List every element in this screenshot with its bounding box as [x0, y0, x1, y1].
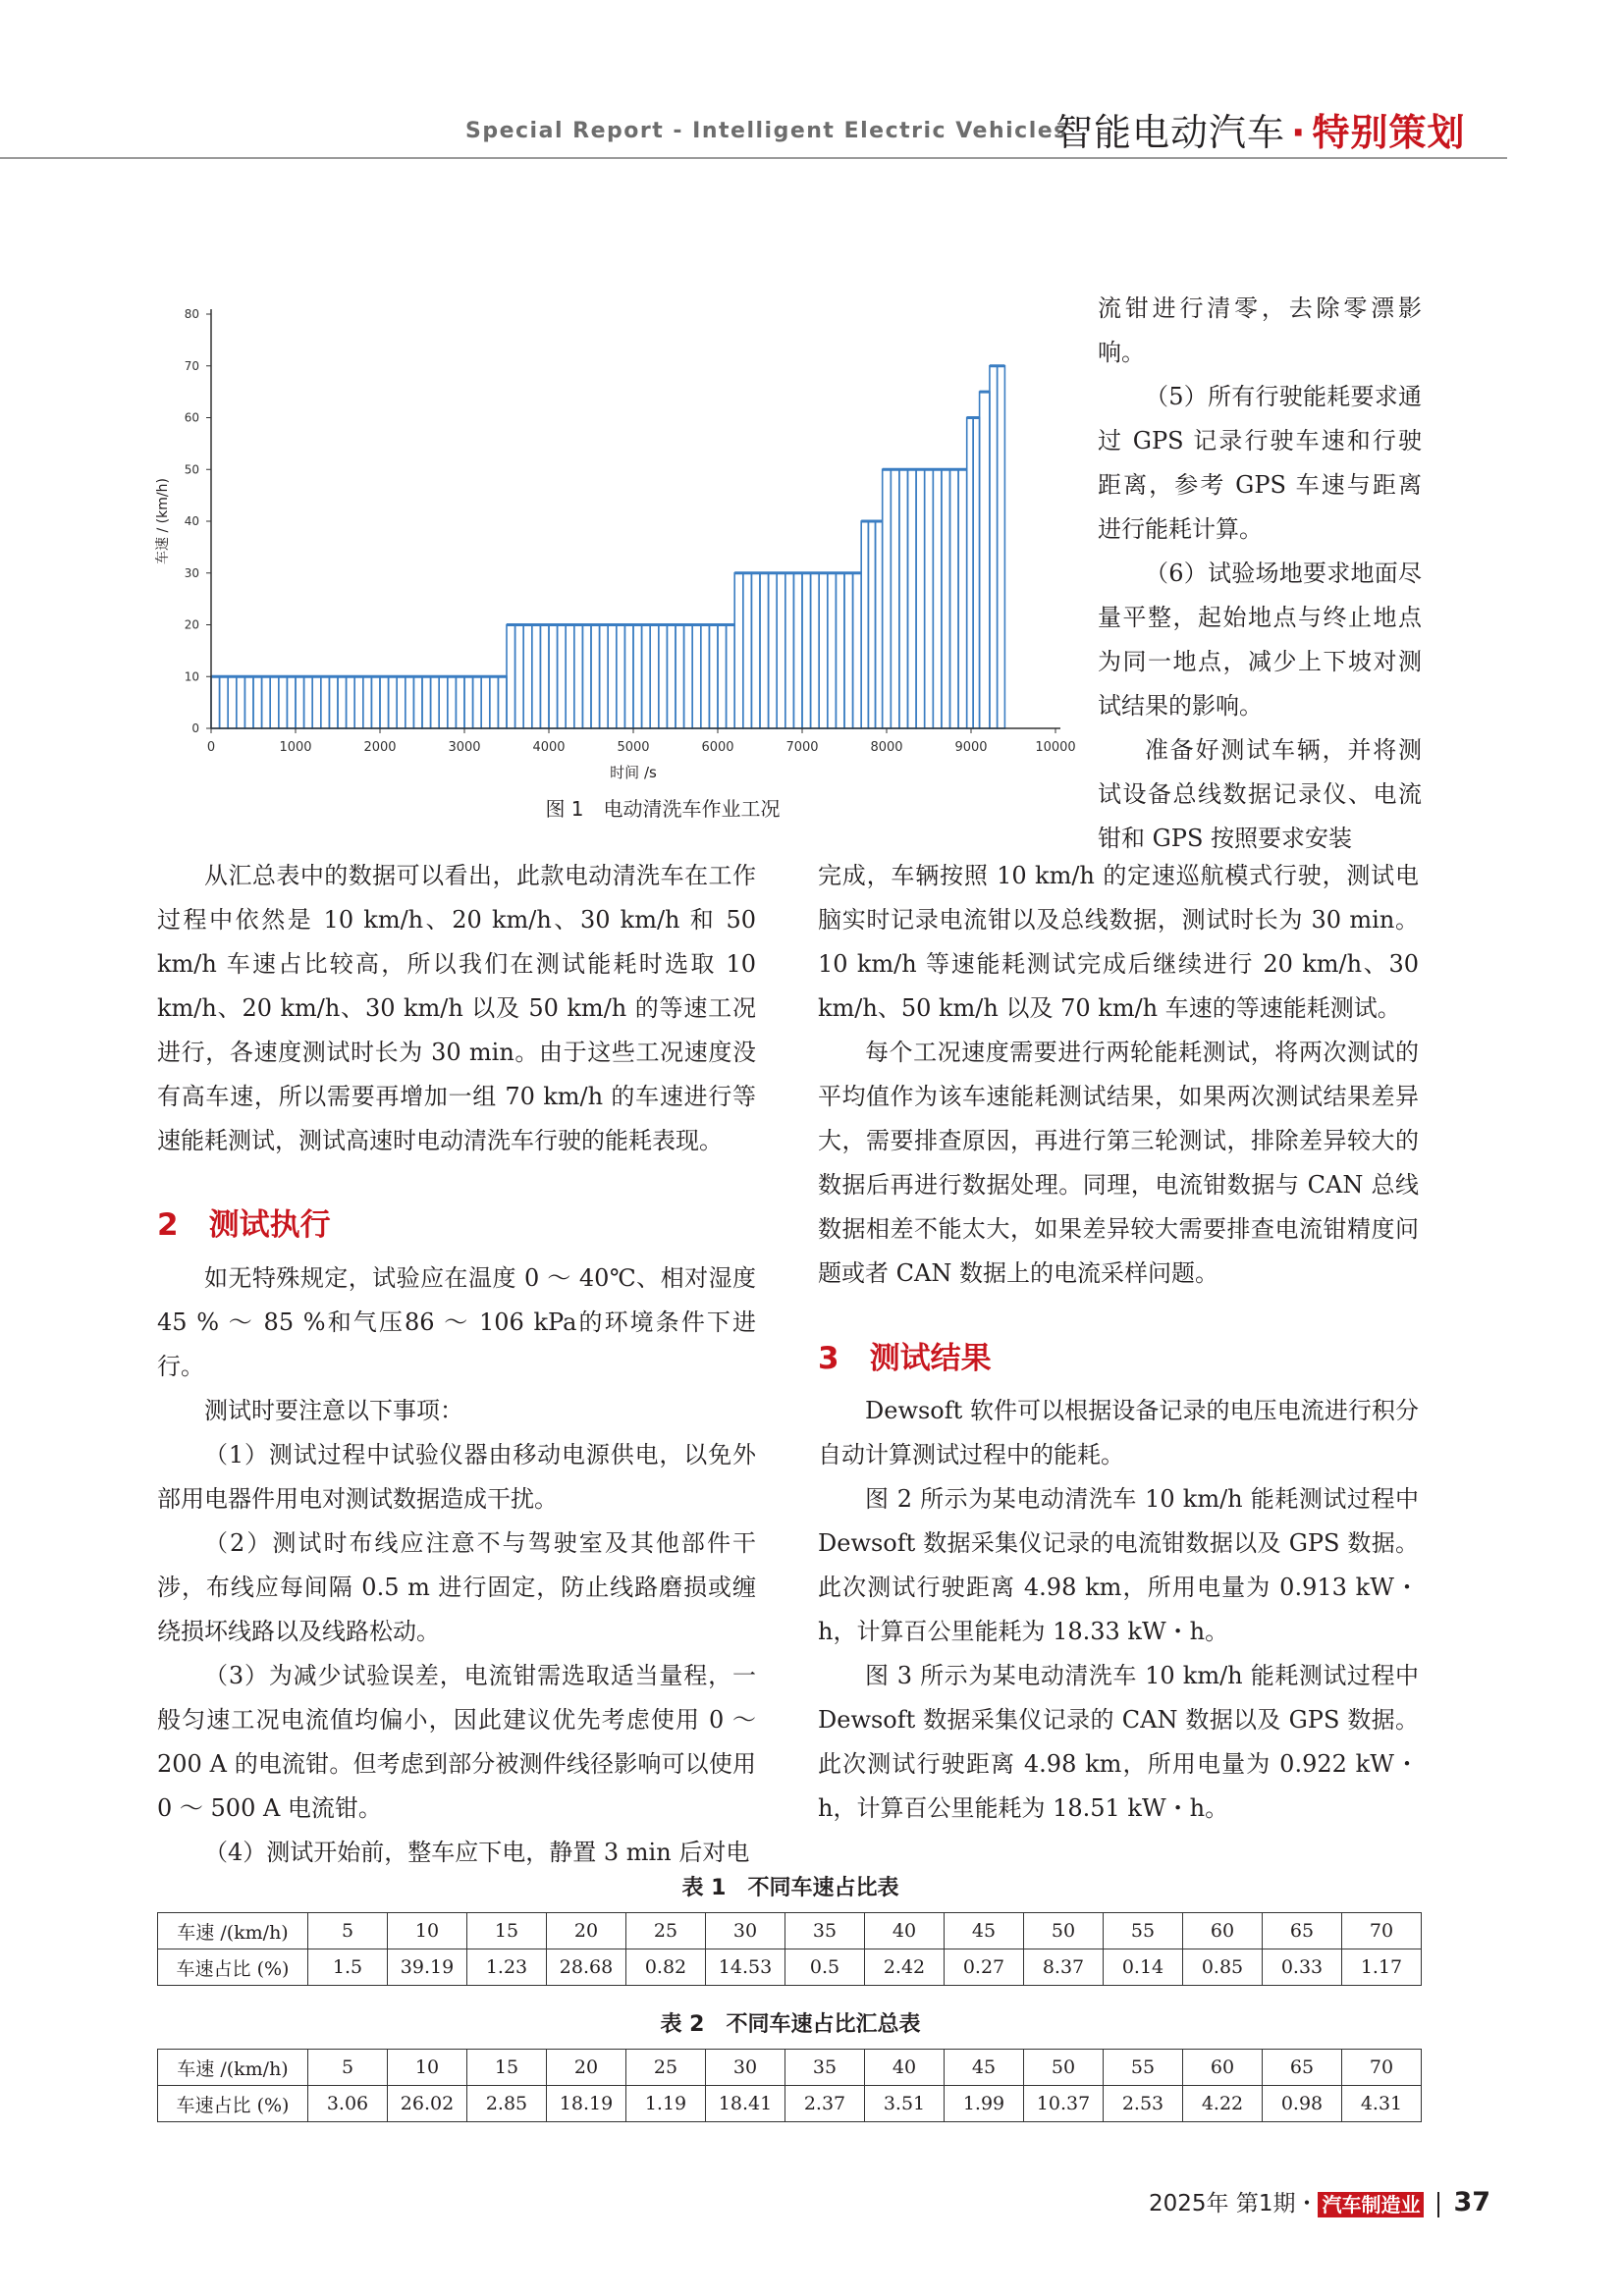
speed-bar — [908, 469, 917, 728]
speed-bar — [819, 573, 828, 728]
left-column-upper — [157, 854, 756, 1163]
table-row-header: 车速占比 (%) — [158, 1949, 308, 1986]
table-1 — [157, 1912, 1422, 1986]
y-tick-label: 70 — [184, 358, 199, 373]
table-cell: 65 — [1263, 1913, 1342, 1949]
speed-bar — [371, 676, 380, 728]
table-cell: 50 — [1024, 2050, 1104, 2086]
y-tick-label: 60 — [184, 410, 199, 425]
speed-bar — [608, 625, 617, 729]
speed-bar — [279, 676, 288, 728]
table-cell: 0.33 — [1263, 1949, 1342, 1986]
speed-bar — [464, 676, 473, 728]
speed-bar — [490, 676, 499, 728]
y-tick-label: 80 — [184, 307, 199, 321]
header-divider — [0, 157, 1507, 159]
paragraph: 准备好测试车辆，并将测试设备总线数据记录仪、电流钳和 GPS 按照要求安装 — [1098, 736, 1422, 852]
table-cell: 30 — [706, 1913, 785, 1949]
speed-bar — [933, 469, 942, 728]
speed-bar — [811, 573, 820, 728]
speed-bar — [916, 469, 925, 728]
header-section: 特别策划 — [1312, 111, 1466, 154]
speed-bar — [600, 625, 609, 729]
header-chinese-title — [1055, 102, 1517, 156]
y-tick-label: 30 — [184, 565, 199, 580]
speed-bar — [456, 676, 464, 728]
speed-bar — [498, 676, 507, 728]
speed-bar — [617, 625, 625, 729]
table-cell: 70 — [1342, 2050, 1422, 2086]
figure-1-caption: 图 1 电动清洗车作业工况 — [545, 797, 781, 821]
table-cell: 1.17 — [1342, 1949, 1422, 1986]
speed-bar — [990, 366, 998, 728]
table-cell: 20 — [547, 1913, 626, 1949]
speed-bar — [380, 676, 389, 728]
table-2-caption: 表 2 不同车速占比汇总表 — [660, 2012, 921, 2037]
table-row-header: 车速 /(km/h) — [158, 2050, 308, 2086]
table-row-ratio — [158, 1949, 1422, 1986]
speed-bar — [828, 573, 837, 728]
speed-bar — [667, 625, 676, 729]
table-cell: 55 — [1104, 2050, 1183, 2086]
speed-bar — [574, 625, 583, 729]
y-tick-label: 50 — [184, 462, 199, 477]
speed-bar — [312, 676, 321, 728]
table-cell: 0.14 — [1104, 1949, 1183, 1986]
journal-badge: 汽车制造业 — [1318, 2192, 1424, 2217]
paragraph: 流钳进行清零，去除零漂影响。 — [1098, 294, 1422, 366]
speed-bar — [883, 469, 892, 728]
table-cell: 26.02 — [388, 2086, 467, 2122]
chart-axes — [154, 307, 1076, 781]
table-cell: 10.37 — [1024, 2086, 1104, 2122]
paragraph: 从汇总表中的数据可以看出，此款电动清洗车在工作过程中依然是 10 km/h、20 km/h、30 km/h 和 50 km/h 车速占比较高，所以我们在测试能耗时选取 10 km/h、20 km/h、30 km/h 以及 50 km/h 的等速工况进行，各速度测试时长为 30 min。由于这些工况速度没有高车速，所以需要再增加一组 70 km/h 的车速进行等速能耗测试，测试高速时电动清洗车行驶的能耗表现。 — [157, 862, 756, 1154]
right-top-column — [1098, 287, 1422, 861]
speed-bar — [980, 392, 990, 728]
speed-bar — [237, 676, 245, 728]
speed-bar — [844, 573, 853, 728]
table-cell: 39.19 — [388, 1949, 467, 1986]
footer-divider — [1437, 2192, 1439, 2217]
y-tick-label: 40 — [184, 514, 199, 528]
table-cell: 5 — [308, 1913, 388, 1949]
table-cell: 45 — [945, 2050, 1024, 2086]
paragraph: 图 2 所示为某电动清洗车 10 km/h 能耗测试过程中 Dewsoft 数据采集仪记录的电流钳数据以及 GPS 数据。此次测试行驶距离 4.98 km，所用电量为 0.913 kW・h，计算百公里能耗为 18.33 kW・h。 — [818, 1485, 1419, 1645]
speed-bar — [211, 676, 220, 728]
table-cell: 1.5 — [308, 1949, 388, 1986]
table-row-ratio — [158, 2086, 1422, 2122]
speed-bar — [836, 573, 844, 728]
speed-bar — [591, 625, 600, 729]
table-row-speed — [158, 1913, 1422, 1949]
x-tick-label: 3000 — [448, 740, 481, 755]
speed-bar — [942, 469, 950, 728]
speed-bar — [422, 676, 431, 728]
speed-bar — [304, 676, 313, 728]
x-tick-label: 5000 — [617, 740, 650, 755]
table-cell: 0.98 — [1263, 2086, 1342, 2122]
table-cell: 4.22 — [1183, 2086, 1263, 2122]
chart-svg — [147, 294, 1080, 825]
speed-bar — [549, 625, 558, 729]
table-cell: 70 — [1342, 1913, 1422, 1949]
x-tick-label: 10000 — [1035, 740, 1076, 755]
paragraph: （4）测试开始前，整车应下电，静置 3 min 后对电 — [204, 1839, 750, 1866]
table-cell: 1.23 — [467, 1949, 547, 1986]
x-tick-label: 6000 — [701, 740, 734, 755]
table-cell: 15 — [467, 1913, 547, 1949]
table-cell: 10 — [388, 2050, 467, 2086]
speed-bar — [958, 469, 967, 728]
table-cell: 1.19 — [626, 2086, 706, 2122]
speed-bar — [287, 676, 296, 728]
speed-bar — [389, 676, 398, 728]
table-row-header: 车速 /(km/h) — [158, 1913, 308, 1949]
table-cell: 60 — [1183, 2050, 1263, 2086]
speed-bar — [973, 418, 979, 729]
table-cell: 45 — [945, 1913, 1024, 1949]
table-cell: 60 — [1183, 1913, 1263, 1949]
table-cell: 35 — [785, 1913, 865, 1949]
speed-bar — [861, 521, 868, 728]
speed-bar — [473, 676, 482, 728]
speed-bar — [868, 521, 875, 728]
speed-bar — [220, 676, 229, 728]
header-main: 智能电动汽车 — [1055, 111, 1286, 154]
x-tick-label: 1000 — [279, 740, 312, 755]
speed-bar — [676, 625, 684, 729]
right-column-lower — [818, 1389, 1419, 1831]
table-cell: 40 — [865, 1913, 945, 1949]
table-cell: 8.37 — [1024, 1949, 1104, 1986]
speed-bar — [244, 676, 253, 728]
table-cell: 4.31 — [1342, 2086, 1422, 2122]
table-cell: 18.41 — [706, 2086, 785, 2122]
speed-bar — [523, 625, 532, 729]
x-tick-label: 7000 — [785, 740, 819, 755]
right-column-upper — [818, 854, 1419, 1296]
table-cell: 1.99 — [945, 2086, 1024, 2122]
speed-bar — [876, 521, 883, 728]
paragraph: 完成，车辆按照 10 km/h 的定速巡航模式行驶，测试电脑实时记录电流钳以及总线数据，测试时长为 30 min。10 km/h 等速能耗测试完成后继续进行 20 km/h、30 km/h、50 km/h 以及 70 km/h 车速的等速能耗测试。 — [818, 862, 1419, 1022]
table-1-caption: 表 1 不同车速占比表 — [681, 1876, 899, 1900]
speed-bar — [253, 676, 262, 728]
table-cell: 3.51 — [865, 2086, 945, 2122]
speed-bar — [439, 676, 448, 728]
speed-bar — [347, 676, 355, 728]
speed-bar — [329, 676, 338, 728]
speed-bar — [751, 573, 760, 728]
paragraph: （5）所有行驶能耗要求通过 GPS 记录行驶车速和行驶距离，参考 GPS 车速与距离进行能耗计算。 — [1098, 383, 1422, 543]
paragraph: Dewsoft 软件可以根据设备记录的电压电流进行积分自动计算测试过程中的能耗。 — [818, 1397, 1419, 1468]
section-3-title: 3 测试结果 — [818, 1341, 992, 1376]
table-cell: 5 — [308, 2050, 388, 2086]
speed-bar — [397, 676, 406, 728]
left-column-lower — [157, 1256, 756, 1875]
speed-bar — [296, 676, 304, 728]
table-cell: 2.42 — [865, 1949, 945, 1986]
speed-bar — [262, 676, 271, 728]
table-row-speed — [158, 2050, 1422, 2086]
x-tick-label: 4000 — [532, 740, 566, 755]
paragraph: （6）试验场地要求地面尽量平整，起始地点与终止地点为同一地点，减少上下坡对测试结果的影响。 — [1098, 560, 1422, 720]
speed-bar — [785, 573, 794, 728]
table-cell: 10 — [388, 1913, 467, 1949]
table-cell: 0.85 — [1183, 1949, 1263, 1986]
x-tick-label: 0 — [206, 740, 216, 755]
speed-bar — [582, 625, 591, 729]
x-tick-label: 2000 — [363, 740, 397, 755]
table-cell: 65 — [1263, 2050, 1342, 2086]
paragraph: （2）测试时布线应注意不与驾驶室及其他部件干涉，布线应每间隔 0.5 m 进行固定，防止线路磨损或缠绕损坏线路以及线路松动。 — [157, 1529, 756, 1645]
paragraph: 如无特殊规定，试验应在温度 0 ～ 40℃、相对湿度45 % ～ 85 %和气压86 ～ 106 kPa的环境条件下进行。 — [157, 1264, 756, 1380]
speed-bar — [413, 676, 422, 728]
speed-bar — [692, 625, 701, 729]
table-cell: 2.37 — [785, 2086, 865, 2122]
speed-bar — [338, 676, 347, 728]
table-row-header: 车速占比 (%) — [158, 2086, 308, 2122]
speed-bar — [354, 676, 363, 728]
table-cell: 25 — [626, 1913, 706, 1949]
speed-bar — [406, 676, 414, 728]
x-tick-label: 9000 — [954, 740, 988, 755]
speed-bar — [777, 573, 785, 728]
paragraph: 测试时要注意以下事项： — [204, 1397, 463, 1424]
table-cell: 50 — [1024, 1913, 1104, 1949]
speed-bar — [228, 676, 237, 728]
table-cell: 3.06 — [308, 2086, 388, 2122]
speed-bar — [363, 676, 372, 728]
header-english-title: Special Report - Intelligent Electric Vehicles — [465, 119, 1068, 143]
speed-bar — [967, 418, 973, 729]
speed-bar — [709, 625, 718, 729]
y-axis-label: 车速 / (km/h) — [155, 478, 171, 564]
table-cell: 40 — [865, 2050, 945, 2086]
speed-bar — [507, 625, 515, 729]
speed-bar — [769, 573, 778, 728]
y-tick-label: 10 — [184, 669, 199, 684]
speed-bar — [718, 625, 727, 729]
speed-bar — [998, 366, 1005, 728]
speed-bar — [515, 625, 524, 729]
table-cell: 0.82 — [626, 1949, 706, 1986]
table-cell: 25 — [626, 2050, 706, 2086]
speed-bar — [760, 573, 769, 728]
page-number: 37 — [1453, 2187, 1491, 2217]
table-cell: 14.53 — [706, 1949, 785, 1986]
speed-bar — [899, 469, 908, 728]
y-tick-label: 0 — [191, 721, 199, 735]
table-cell: 28.68 — [547, 1949, 626, 1986]
speed-bar — [448, 676, 457, 728]
table-cell: 30 — [706, 2050, 785, 2086]
speed-bar — [321, 676, 330, 728]
speed-bar — [802, 573, 811, 728]
speed-bar — [793, 573, 802, 728]
chart-bars — [211, 366, 1004, 728]
speed-bar — [481, 676, 490, 728]
table-cell: 2.85 — [467, 2086, 547, 2122]
x-axis-label: 时间 /s — [610, 764, 657, 781]
paragraph: 每个工况速度需要进行两轮能耗测试，将两次测试的平均值作为该车速能耗测试结果，如果两次测试结果差异大，需要排查原因，再进行第三轮测试，排除差异较大的数据后再进行数据处理。同理，电流钳数据与 CAN 总线数据相差不能太大，如果差异较大需要排查电流钳精度问题或者 CAN 数据上的电流采样问题。 — [818, 1039, 1419, 1287]
speed-bar — [853, 573, 862, 728]
paragraph: （3）为减少试验误差，电流钳需选取适当量程，一般匀速工况电流值均偏小，因此建议优先考虑使用 0 ～ 200 A 的电流钳。但考虑到部分被测件线径影响可以使用 0 ～ 500 A 电流钳。 — [157, 1662, 756, 1822]
table-cell: 15 — [467, 2050, 547, 2086]
speed-bar — [950, 469, 959, 728]
speed-bar — [659, 625, 668, 729]
table-cell: 2.53 — [1104, 2086, 1183, 2122]
section-2-title: 2 测试执行 — [157, 1207, 331, 1243]
speed-bar — [650, 625, 659, 729]
speed-bar — [925, 469, 934, 728]
speed-bar — [624, 625, 633, 729]
speed-bar — [642, 625, 651, 729]
speed-bar — [734, 573, 743, 728]
speed-bar — [701, 625, 710, 729]
speed-bar — [540, 625, 549, 729]
table-cell: 35 — [785, 2050, 865, 2086]
table-cell: 55 — [1104, 1913, 1183, 1949]
page-footer — [1149, 2185, 1512, 2224]
speed-bar — [684, 625, 693, 729]
table-cell: 18.19 — [547, 2086, 626, 2122]
speed-bar — [743, 573, 752, 728]
speed-bar — [270, 676, 279, 728]
table-cell: 20 — [547, 2050, 626, 2086]
table-2 — [157, 2049, 1422, 2122]
speed-bar — [558, 625, 567, 729]
table-cell: 0.5 — [785, 1949, 865, 1986]
issue-label: 2025年 第1期・ — [1149, 2191, 1319, 2216]
paragraph: 图 3 所示为某电动清洗车 10 km/h 能耗测试过程中 Dewsoft 数据采集仪记录的 CAN 数据以及 GPS 数据。此次测试行驶距离 4.98 km，所用电量为 0.922 kW・h，计算百公里能耗为 18.51 kW・h。 — [818, 1662, 1419, 1822]
header-dot: · — [1291, 111, 1307, 154]
y-tick-label: 20 — [184, 617, 199, 632]
speed-bar — [891, 469, 899, 728]
paragraph: （1）测试过程中试验仪器由移动电源供电，以免外部用电器件用电对测试数据造成干扰。 — [157, 1441, 756, 1513]
table-cell: 0.27 — [945, 1949, 1024, 1986]
speed-bar — [727, 625, 735, 729]
figure-1-chart — [147, 294, 1080, 825]
speed-bar — [431, 676, 440, 728]
speed-bar — [566, 625, 574, 729]
speed-bar — [633, 625, 642, 729]
x-tick-label: 8000 — [870, 740, 903, 755]
speed-bar — [532, 625, 541, 729]
